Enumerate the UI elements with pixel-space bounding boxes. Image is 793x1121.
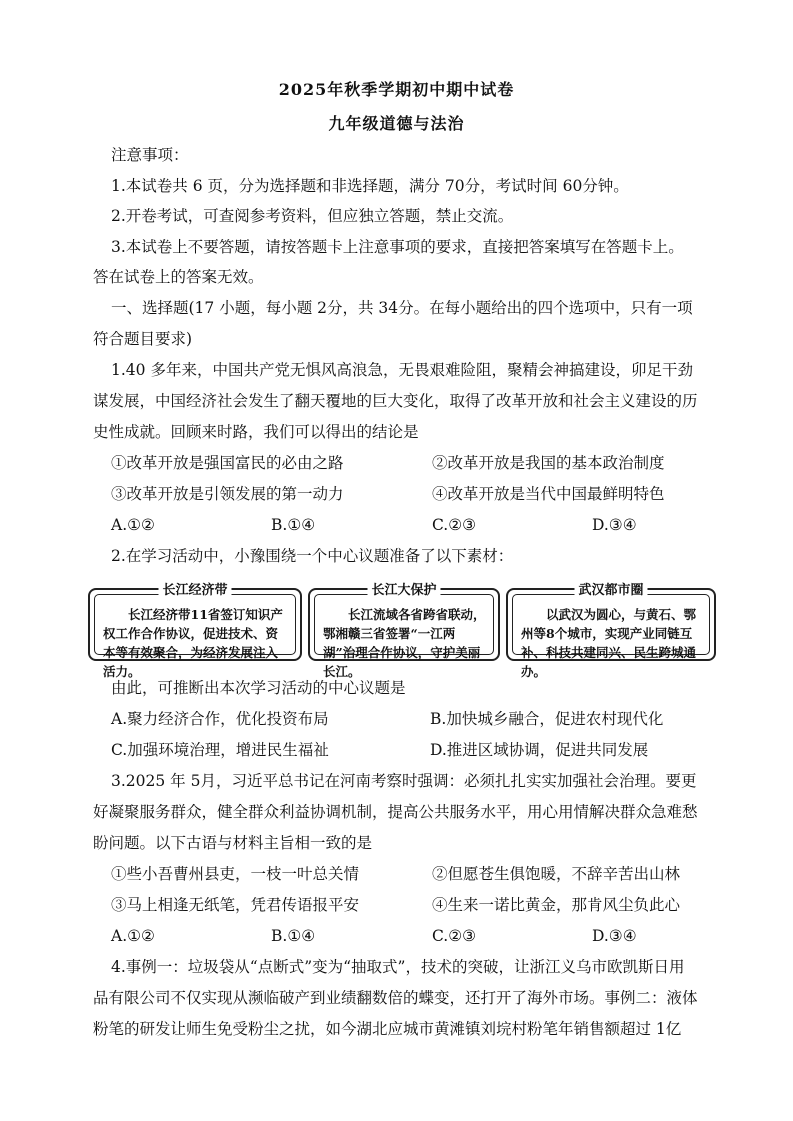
q1-statement: ②改革开放是我国的基本政治制度 — [432, 454, 665, 472]
material-box — [88, 583, 302, 679]
notice-heading: 注意事项： — [111, 146, 189, 164]
q2-option-a: A.聚力经济合作，优化投资布局 — [111, 710, 329, 728]
q2-option-c: C.加强环境治理，增进民生福祉 — [111, 741, 329, 759]
q1-stem: 史性成就。回顾来时路，我们可以得出的结论是 — [93, 423, 419, 441]
q1-option-a: A.①② — [111, 516, 155, 534]
q2-question: 由此，可推断出本次学习活动的中心议题是 — [111, 679, 406, 697]
q1-option-d: D.③④ — [592, 516, 637, 534]
section-heading-cont: 符合题目要求) — [93, 330, 193, 348]
q3-stem: 3.2025 年 5月，习近平总书记在河南考察时强调：必须扎扎实实加强社会治理。要更 — [111, 772, 697, 790]
notice-item: 1.本试卷共 6 页，分为选择题和非选择题，满分 70分，考试时间 60分钟。 — [111, 177, 629, 195]
q1-statement: ①改革开放是强国富民的必由之路 — [111, 454, 344, 472]
q1-statement: ④改革开放是当代中国最鲜明特色 — [432, 485, 665, 503]
material-text: 长江经济带11省签订知识产权工作合作协议，促进技术、资本等有效聚合，为经济发展注入活力。 — [103, 607, 283, 679]
q1-stem: 1.40 多年来，中国共产党无惧风高浪急，无畏艰难险阻，聚精会神搞建设，卯足干劲 — [111, 361, 693, 379]
material-text: 长江流域各省跨省联动，鄂湘赣三省签署“一江两湖”治理合作协议，守护美丽长江。 — [323, 607, 486, 679]
notice-item: 3.本试卷上不要答题，请按答题卡上注意事项的要求，直接把答案填写在答题卡上。 — [111, 238, 684, 256]
q2-option-d: D.推进区域协调，促进共同发展 — [430, 741, 649, 759]
q3-statement: ①些小吾曹州县吏，一枝一叶总关情 — [111, 865, 360, 883]
q1-option-c: C.②③ — [432, 516, 477, 534]
material-title: 长江大保护 — [367, 583, 440, 599]
exam-subtitle: 九年级道德与法治 — [328, 114, 465, 133]
q3-statement: ③马上相逢无纸笔，凭君传语报平安 — [111, 896, 360, 914]
material-title: 长江经济带 — [158, 583, 231, 599]
material-title: 武汉都市圈 — [574, 583, 647, 599]
q1-statement: ③改革开放是引领发展的第一动力 — [111, 485, 344, 503]
notice-item: 答在试卷上的答案无效。 — [93, 268, 264, 286]
q1-stem: 谋发展，中国经济社会发生了翻天覆地的巨大变化，取得了改革开放和社会主义建设的历 — [93, 392, 698, 410]
q1-option-b: B.①④ — [271, 516, 316, 534]
q3-option-c: C.②③ — [432, 927, 477, 945]
q3-stem: 好凝聚服务群众，健全群众利益协调机制，提高公共服务水平，用心用情解决群众急难愁 — [93, 803, 698, 821]
material-box — [308, 583, 500, 679]
q3-statement: ④生来一诺比黄金，那肯风尘负此心 — [432, 896, 681, 914]
section-heading: 一、选择题(17 小题，每小题 2分，共 34分。在每小题给出的四个选项中，只有一项 — [111, 299, 693, 317]
q2-option-b: B.加快城乡融合，促进农村现代化 — [430, 710, 664, 728]
q3-option-b: B.①④ — [271, 927, 316, 945]
q4-stem: 粉笔的研发让师生免受粉尘之扰，如今湖北应城市黄滩镇刘垸村粉笔年销售额超过 1亿 — [93, 1020, 682, 1038]
material-box — [506, 583, 716, 679]
q4-stem: 品有限公司不仅实现从濒临破产到业绩翻数倍的蝶变，还打开了海外市场。事例二：液体 — [93, 989, 698, 1007]
material-text: 以武汉为圆心，与黄石、鄂州等8个城市，实现产业同链互补、科技共建同兴、民生跨城通办。 — [521, 607, 697, 679]
q4-stem: 4.事例一：垃圾袋从“点断式”变为“抽取式”，技术的突破，让浙江义乌市欧凯斯日用 — [111, 958, 685, 976]
q2-stem: 2.在学习活动中，小豫围绕一个中心议题准备了以下素材： — [111, 547, 514, 565]
notice-item: 2.开卷考试，可查阅参考资料，但应独立答题，禁止交流。 — [111, 207, 514, 225]
q3-option-d: D.③④ — [592, 927, 637, 945]
q3-option-a: A.①② — [111, 927, 155, 945]
q3-stem: 盼问题。以下古语与材料主旨相一致的是 — [93, 834, 373, 852]
q3-statement: ②但愿苍生俱饱暖，不辞辛苦出山林 — [432, 865, 681, 883]
exam-title: 2025年秋季学期初中期中试卷 — [278, 80, 515, 99]
